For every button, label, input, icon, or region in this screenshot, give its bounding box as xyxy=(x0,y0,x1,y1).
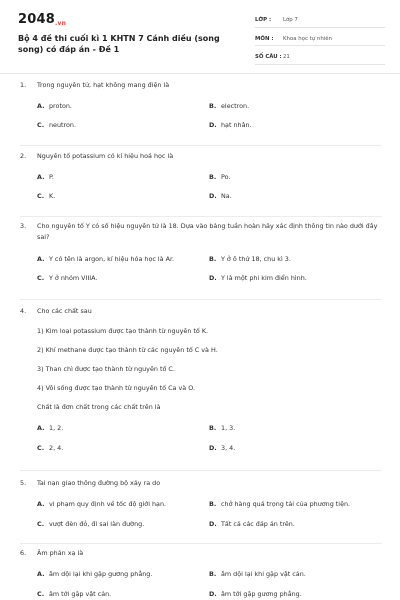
option-c[interactable]: C. âm tới gặp vật cản. xyxy=(37,589,112,598)
question-3 xyxy=(20,221,382,283)
question-stem: Cho nguyên tố Y có số hiệu nguyên tử là 18. Dựa vào bảng tuần hoàn hãy xác định thông tin nào dưới đây sai? xyxy=(37,222,378,241)
statement-1: 1) Kim loại potassium được tạo thành từ nguyên tố K. xyxy=(37,327,209,335)
option-a[interactable]: A. proton. xyxy=(37,101,72,110)
site-logo[interactable] xyxy=(18,12,66,27)
option-b[interactable]: B. Po. xyxy=(209,172,231,181)
question-separator xyxy=(20,470,382,471)
question-2 xyxy=(20,151,382,201)
question-number: 1. xyxy=(20,81,27,89)
statement-3: 3) Than chì được tạo thành từ nguyên tố C. xyxy=(37,365,175,373)
question-separator xyxy=(20,145,382,146)
meta-subject xyxy=(255,33,385,47)
option-c[interactable]: C. Y ở nhóm VIIIA. xyxy=(37,273,98,282)
header-divider xyxy=(0,73,400,74)
question-number: 2. xyxy=(20,152,27,160)
option-b[interactable]: B. âm dội lại khi gặp vật cản. xyxy=(209,569,306,578)
logo-main: 2048 xyxy=(18,12,55,27)
meta-count xyxy=(255,51,385,65)
option-a[interactable]: A. P. xyxy=(37,172,54,181)
statement-2: 2) Khí methane được tạo thành từ các nguyên tố C và H. xyxy=(37,346,218,354)
question-5 xyxy=(20,478,382,529)
question-1 xyxy=(20,80,382,130)
question-separator xyxy=(20,543,382,544)
meta-class xyxy=(255,14,385,28)
option-b[interactable]: B. Y ở ô thứ 18, chu kì 3. xyxy=(209,254,291,263)
question-number: 6. xyxy=(20,549,27,557)
option-d[interactable]: D. âm tới gặp gương phẳng. xyxy=(209,589,302,598)
meta-count-key: SỐ CÂU : xyxy=(255,54,282,61)
meta-class-value: Lớp 7 xyxy=(283,17,298,24)
option-c[interactable]: C. neutron. xyxy=(37,120,77,129)
question-6 xyxy=(20,548,382,599)
question-stem: Trong nguyên tử, hạt không mang điện là xyxy=(37,81,170,89)
option-a[interactable]: A. vi phạm quy định về tốc độ giới hạn. xyxy=(37,499,167,508)
document-title: Bộ 4 đề thi cuối kì 1 KHTN 7 Cánh diều (song song) có đáp án - Đề 1 xyxy=(18,34,220,54)
option-c[interactable]: C. 2, 4. xyxy=(37,443,64,452)
question-separator xyxy=(20,216,382,217)
option-b[interactable]: B. electron. xyxy=(209,101,250,110)
question-4 xyxy=(20,306,382,453)
option-d[interactable]: D. Y là một phi kim điển hình. xyxy=(209,273,307,282)
meta-subject-key: MÔN : xyxy=(255,35,274,42)
meta-count-value: 21 xyxy=(283,54,290,61)
question-stem: Tai nạn giao thông đường bộ xảy ra do xyxy=(37,479,161,487)
question-prompt: Chất là đơn chất trong các chất trên là xyxy=(37,403,161,411)
option-d[interactable]: D. 3, 4. xyxy=(209,443,236,452)
question-number: 4. xyxy=(20,307,27,315)
meta-class-key: LỚP : xyxy=(255,17,272,24)
option-d[interactable]: D. Tất cả các đáp án trên. xyxy=(209,519,295,528)
meta-subject-value: Khoa học tự nhiên xyxy=(283,35,332,42)
question-separator xyxy=(20,299,382,300)
question-stem: Nguyên tố potassium có kí hiệu hoá học là xyxy=(37,152,174,160)
option-c[interactable]: C. K. xyxy=(37,191,56,200)
option-b[interactable]: B. 1, 3. xyxy=(209,423,236,432)
option-a[interactable]: A. Y có tên là argon, kí hiệu hóa học là Ar. xyxy=(37,254,175,263)
option-b[interactable]: B. chở hàng quá trọng tải của phương tiện. xyxy=(209,499,351,508)
exam-meta xyxy=(255,14,385,70)
option-d[interactable]: D. hạt nhân. xyxy=(209,120,252,129)
question-stem: Âm phản xạ là xyxy=(37,549,84,557)
statement-4: 4) Vôi sống được tạo thành từ nguyên tố Ca và O. xyxy=(37,384,196,392)
option-c[interactable]: C. vượt đèn đỏ, đi sai làn đường. xyxy=(37,519,145,528)
option-d[interactable]: D. Na. xyxy=(209,191,232,200)
question-number: 5. xyxy=(20,479,27,487)
option-a[interactable]: A. 1, 2. xyxy=(37,423,64,432)
question-stem: Cho các chất sau xyxy=(37,307,92,315)
logo-domain: .vn xyxy=(54,20,67,27)
question-number: 3. xyxy=(20,222,27,230)
option-a[interactable]: A. âm dội lại khi gặp gương phẳng. xyxy=(37,569,153,578)
